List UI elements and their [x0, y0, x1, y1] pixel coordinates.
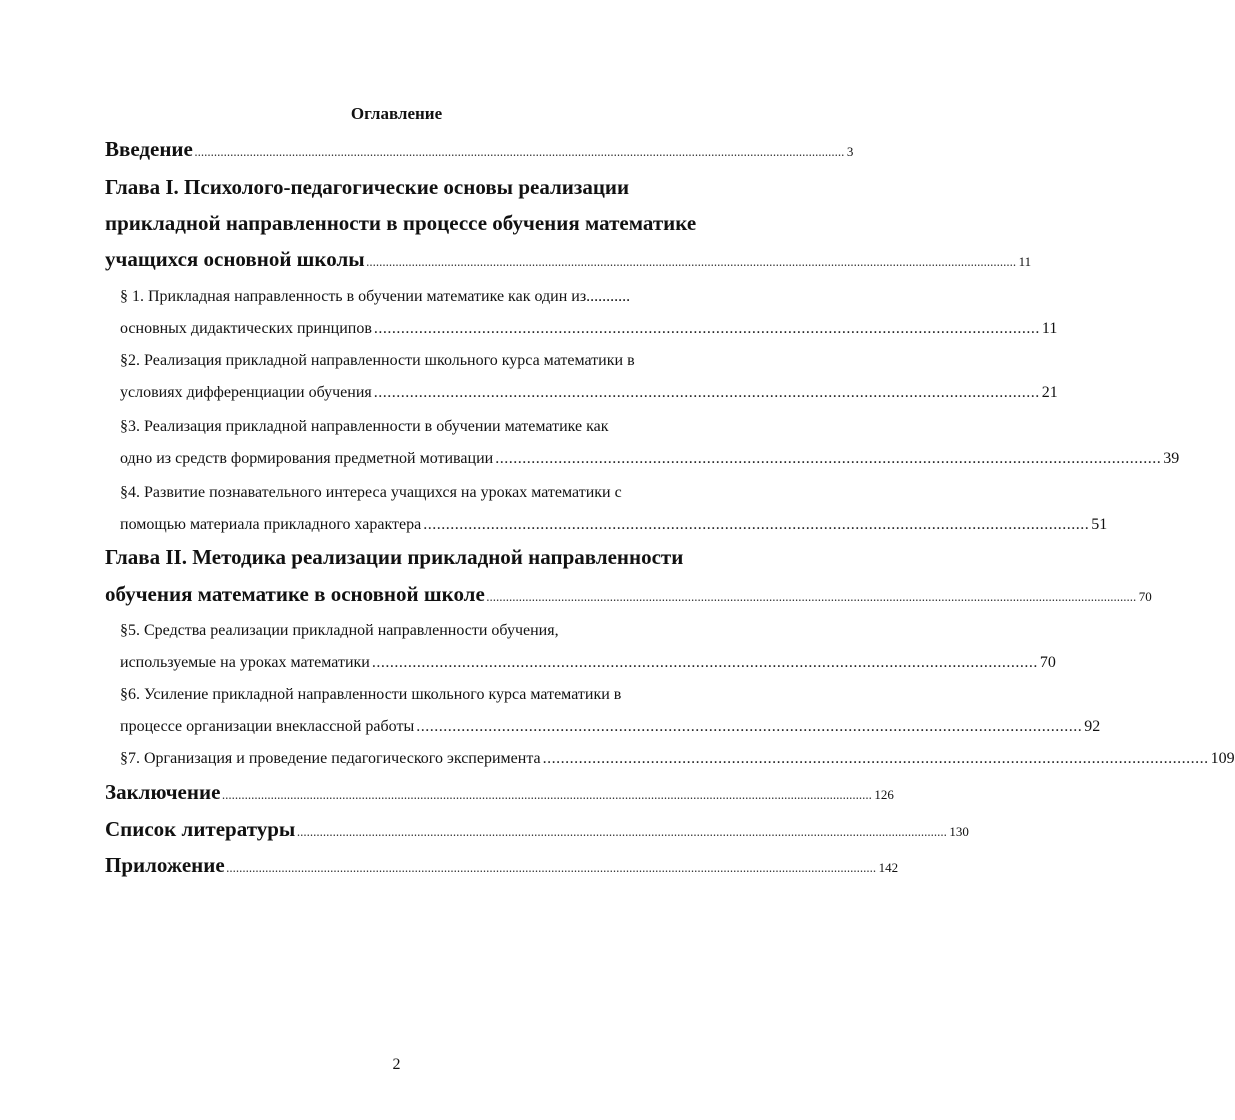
- entry-page: 70: [1138, 589, 1152, 604]
- leader-dots: ....................................................................................................................................................: [495, 450, 1162, 467]
- entry-text: §3. Реализация прикладной направленности в обучении математике как: [120, 418, 609, 435]
- entry-page: 142: [878, 860, 899, 875]
- entry-text: Список литературы: [105, 817, 296, 841]
- toc-entry-section-7[interactable]: [120, 750, 1235, 768]
- leader-dots: ........................................................................................................................................................................................................: [222, 791, 873, 801]
- toc-entry-chapter-1-end[interactable]: [105, 247, 1032, 272]
- entry-text: Глава I. Психолого-педагогические основы реализации: [105, 175, 630, 199]
- entry-text: одно из средств формирования предметной мотивации: [120, 450, 494, 467]
- entry-text: §5. Средства реализации прикладной направленности обучения,: [120, 622, 559, 639]
- entry-text: Глава II. Методика реализации прикладной направленности: [105, 545, 684, 569]
- toc-entry-section-3[interactable]: [120, 418, 609, 436]
- entry-text: условиях дифференциации обучения: [120, 384, 372, 401]
- toc-title: Оглавление: [350, 104, 443, 123]
- toc-entry-chapter-1[interactable]: [105, 175, 629, 200]
- leader-dots: ....................................................................................................................................................: [542, 750, 1209, 767]
- toc-entry-section-2-end[interactable]: [120, 384, 1058, 402]
- toc-entry-chapter-2[interactable]: [105, 545, 683, 570]
- toc-entry-chapter-1-cont[interactable]: [105, 211, 696, 236]
- leader-dots: ....................................................................................................................................................: [416, 718, 1083, 735]
- toc-entry-section-1[interactable]: [120, 288, 630, 306]
- entry-text: учащихся основной школы: [105, 247, 365, 271]
- toc-entry-section-4-end[interactable]: [120, 516, 1108, 534]
- entry-text: Приложение: [105, 853, 225, 877]
- leader-dots: ....................................................................................................................................................: [371, 654, 1038, 671]
- entry-page: 130: [949, 824, 969, 839]
- entry-page: 126: [874, 787, 894, 802]
- entry-text: помощью материала прикладного характера: [120, 516, 422, 533]
- leader-dots: ....................................................................................................................................................: [423, 516, 1090, 533]
- entry-page: 11: [1018, 254, 1032, 269]
- toc-entry-chapter-2-end[interactable]: [105, 582, 1152, 607]
- toc-entry-bibliography[interactable]: [105, 817, 969, 842]
- entry-text: §7. Организация и проведение педагогического эксперимента: [120, 750, 541, 767]
- leader-dots: ........................................................................................................................................................................................................: [366, 258, 1017, 268]
- leader-dots: ........................................................................................................................................................................................................: [194, 148, 845, 158]
- toc-entry-section-6-end[interactable]: [120, 718, 1101, 736]
- entry-text: Заключение: [105, 780, 221, 804]
- toc-entry-section-2[interactable]: [120, 352, 635, 370]
- entry-text: используемые на уроках математики: [120, 654, 370, 671]
- toc-entry-section-5-end[interactable]: [120, 654, 1056, 672]
- entry-text: прикладной направленности в процессе обучения математике: [105, 211, 697, 235]
- entry-page: 92: [1084, 718, 1101, 735]
- entry-text: §2. Реализация прикладной направленности школьного курса математики в: [120, 352, 635, 369]
- entry-page: 109: [1210, 750, 1235, 767]
- entry-text: основных дидактических принципов: [120, 320, 372, 337]
- entry-page: 3: [846, 144, 854, 159]
- entry-page: 11: [1041, 320, 1058, 337]
- entry-text: § 1. Прикладная направленность в обучении математике как один из: [120, 288, 587, 305]
- page-number: 2: [392, 1056, 401, 1073]
- entry-page: 21: [1041, 384, 1058, 401]
- entry-text: §6. Усиление прикладной направленности школьного курса математики в: [120, 686, 622, 703]
- leader-dots: ........................................................................................................................................................................................................: [486, 593, 1137, 603]
- entry-text: §4. Развитие познавательного интереса учащихся на уроках математики с: [120, 484, 622, 501]
- entry-text: обучения математике в основной школе: [105, 582, 485, 606]
- toc-entry-section-5[interactable]: [120, 622, 559, 640]
- toc-entry-appendix[interactable]: [105, 853, 899, 878]
- leader-dots: ........................................................................................................................................................................................................: [226, 864, 877, 874]
- entry-page: 39: [1163, 450, 1180, 467]
- entry-page: 51: [1091, 516, 1108, 533]
- toc-entry-conclusion[interactable]: [105, 780, 894, 805]
- leader-dots: ...........: [586, 288, 631, 305]
- toc-entry-section-4[interactable]: [120, 484, 622, 502]
- entry-text: процессе организации внеклассной работы: [120, 718, 415, 735]
- toc-entry-section-3-end[interactable]: [120, 450, 1180, 468]
- toc-entry-section-6[interactable]: [120, 686, 621, 704]
- toc-entry-section-1-end[interactable]: [120, 320, 1058, 338]
- entry-page: 70: [1039, 654, 1056, 671]
- entry-text: Введение: [105, 137, 193, 161]
- toc-entry-introduction[interactable]: [105, 137, 854, 162]
- leader-dots: ....................................................................................................................................................: [373, 384, 1040, 401]
- leader-dots: ........................................................................................................................................................................................................: [297, 828, 948, 838]
- leader-dots: ....................................................................................................................................................: [373, 320, 1040, 337]
